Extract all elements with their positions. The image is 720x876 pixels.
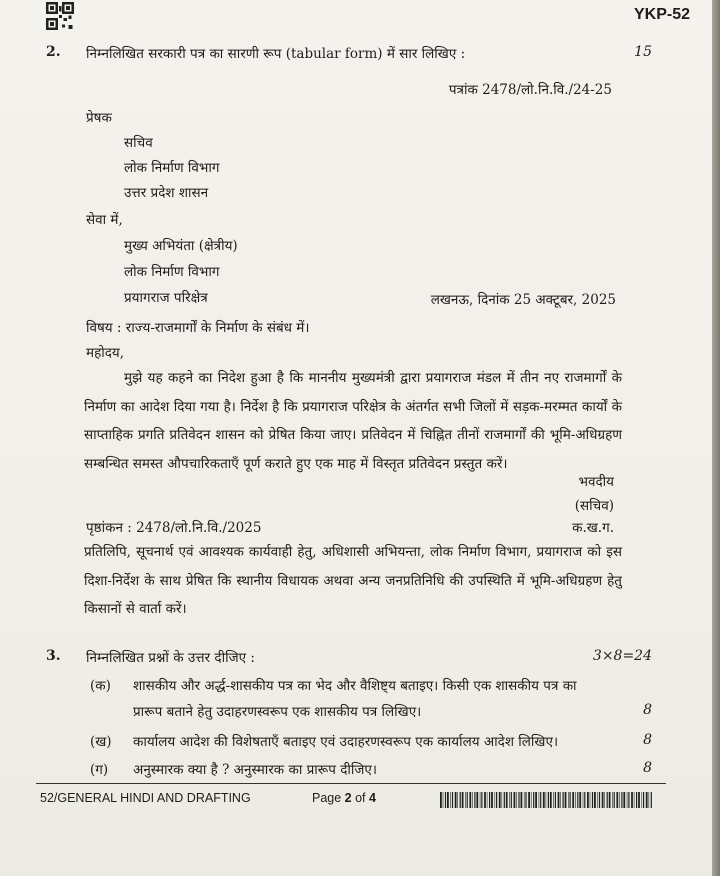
letter-salutation: महोदय, bbox=[86, 345, 125, 361]
subquestion-marks: 8 bbox=[643, 732, 652, 748]
letter-closing: भवदीय bbox=[578, 474, 614, 490]
copy-to-paragraph bbox=[84, 538, 622, 624]
sender-line: उत्तर प्रदेश शासन bbox=[124, 185, 209, 201]
subquestion-label: (क) bbox=[90, 678, 111, 694]
subquestion-text: कार्यालय आदेश की विशेषताएँ बताइए एवं उदाहरणस्वरूप एक कार्यालय आदेश लिखिए। bbox=[133, 734, 559, 750]
letter-subject: विषय : राज्य-राजमार्गों के निर्माण के संबंध में। bbox=[86, 320, 310, 336]
footer-page-number bbox=[312, 791, 376, 805]
question-3-number: 3. bbox=[46, 648, 61, 664]
subquestion-label: (ग) bbox=[90, 762, 109, 778]
sender-line: लोक निर्माण विभाग bbox=[124, 160, 220, 176]
letter-body-text: मुझे यह कहने का निदेश हुआ है कि माननीय मुख्यमंत्री द्वारा प्रयागराज मंडल में तीन नए राजमार्गों के निर्माण का आदेश दिया गया है। निर्देश है कि प्रयागराज परिक्षेत्र के अंतर्गत सभी जिलों में सड़क-मरम्मत कार्यों के साप्ताहिक प्रगति प्रतिवेदन शासन को प्रेषित किया जाए। प्रतिवेदन में चिह्नित तीनों राजमार्गों की भूमि-अधिग्रहण सम्बन्धित समस्त औपचारिकताएँ पूर्ण कराते हुए एक माह में विस्तृत प्रतिवेदन प्रस्तुत करें। bbox=[84, 370, 622, 472]
letter-body bbox=[84, 364, 622, 478]
question-3-marks: 3×8=24 bbox=[592, 648, 652, 664]
question-2-marks: 15 bbox=[634, 44, 652, 60]
page-of: of bbox=[351, 791, 369, 805]
page-current: 2 bbox=[344, 791, 352, 805]
subquestion-marks: 8 bbox=[643, 760, 652, 776]
recipient-label: सेवा में, bbox=[86, 212, 123, 228]
signatory-initials: क.ख.ग. bbox=[572, 520, 614, 536]
footer-rule bbox=[36, 783, 666, 784]
copy-to-text: प्रतिलिपि, सूचनार्थ एवं आवश्यक कार्यवाही हेतु, अधिशासी अभियन्ता, लोक निर्माण विभाग, प्रयागराज को इस दिशा-निर्देश के साथ प्रेषित कि स्थानीय विधायक अथवा अन्य जनप्रतिनिधि की उपस्थिति में भूमि-अधिग्रहण हेतु किसानों से वार्ता करें। bbox=[84, 544, 622, 617]
subquestion-marks: 8 bbox=[643, 702, 652, 718]
page-total: 4 bbox=[369, 791, 376, 805]
question-2-instruction: निम्नलिखित सरकारी पत्र का सारणी रूप (tabular form) में सार लिखिए : bbox=[86, 46, 466, 62]
page-prefix: Page bbox=[312, 791, 345, 805]
recipient-line: मुख्य अभियंता (क्षेत्रीय) bbox=[124, 238, 238, 254]
letter-reference-number: पत्रांक 2478/लो.नि.वि./24-25 bbox=[448, 82, 612, 98]
subquestion-text: प्रारूप बताने हेतु उदाहरणस्वरूप एक शासकीय पत्र लिखिए। bbox=[133, 704, 422, 720]
paper-code: YKP-52 bbox=[633, 6, 690, 23]
question-2-number: 2. bbox=[46, 44, 61, 60]
sender-label: प्रेषक bbox=[86, 110, 112, 126]
barcode-icon bbox=[440, 792, 652, 808]
footer-subject-code: 52/GENERAL HINDI AND DRAFTING bbox=[40, 791, 251, 805]
sender-line: सचिव bbox=[124, 135, 153, 151]
subquestion-text: शासकीय और अर्द्ध-शासकीय पत्र का भेद और वैशिष्ट्य बताइए। किसी एक शासकीय पत्र का bbox=[133, 678, 577, 694]
endorsement-number: पृष्ठांकन : 2478/लो.नि.वि./2025 bbox=[86, 520, 262, 536]
recipient-line: प्रयागराज परिक्षेत्र bbox=[124, 290, 208, 306]
page-edge-shadow bbox=[712, 0, 720, 876]
qr-code-icon bbox=[46, 2, 74, 30]
subquestion-label: (ख) bbox=[90, 734, 112, 750]
subquestion-text: अनुस्मारक क्या है ? अनुस्मारक का प्रारूप दीजिए। bbox=[133, 762, 377, 778]
letter-signatory: (सचिव) bbox=[574, 498, 614, 514]
letter-place-date: लखनऊ, दिनांक 25 अक्टूबर, 2025 bbox=[430, 292, 616, 308]
question-3-instruction: निम्नलिखित प्रश्नों के उत्तर दीजिए : bbox=[86, 650, 255, 666]
recipient-line: लोक निर्माण विभाग bbox=[124, 264, 220, 280]
